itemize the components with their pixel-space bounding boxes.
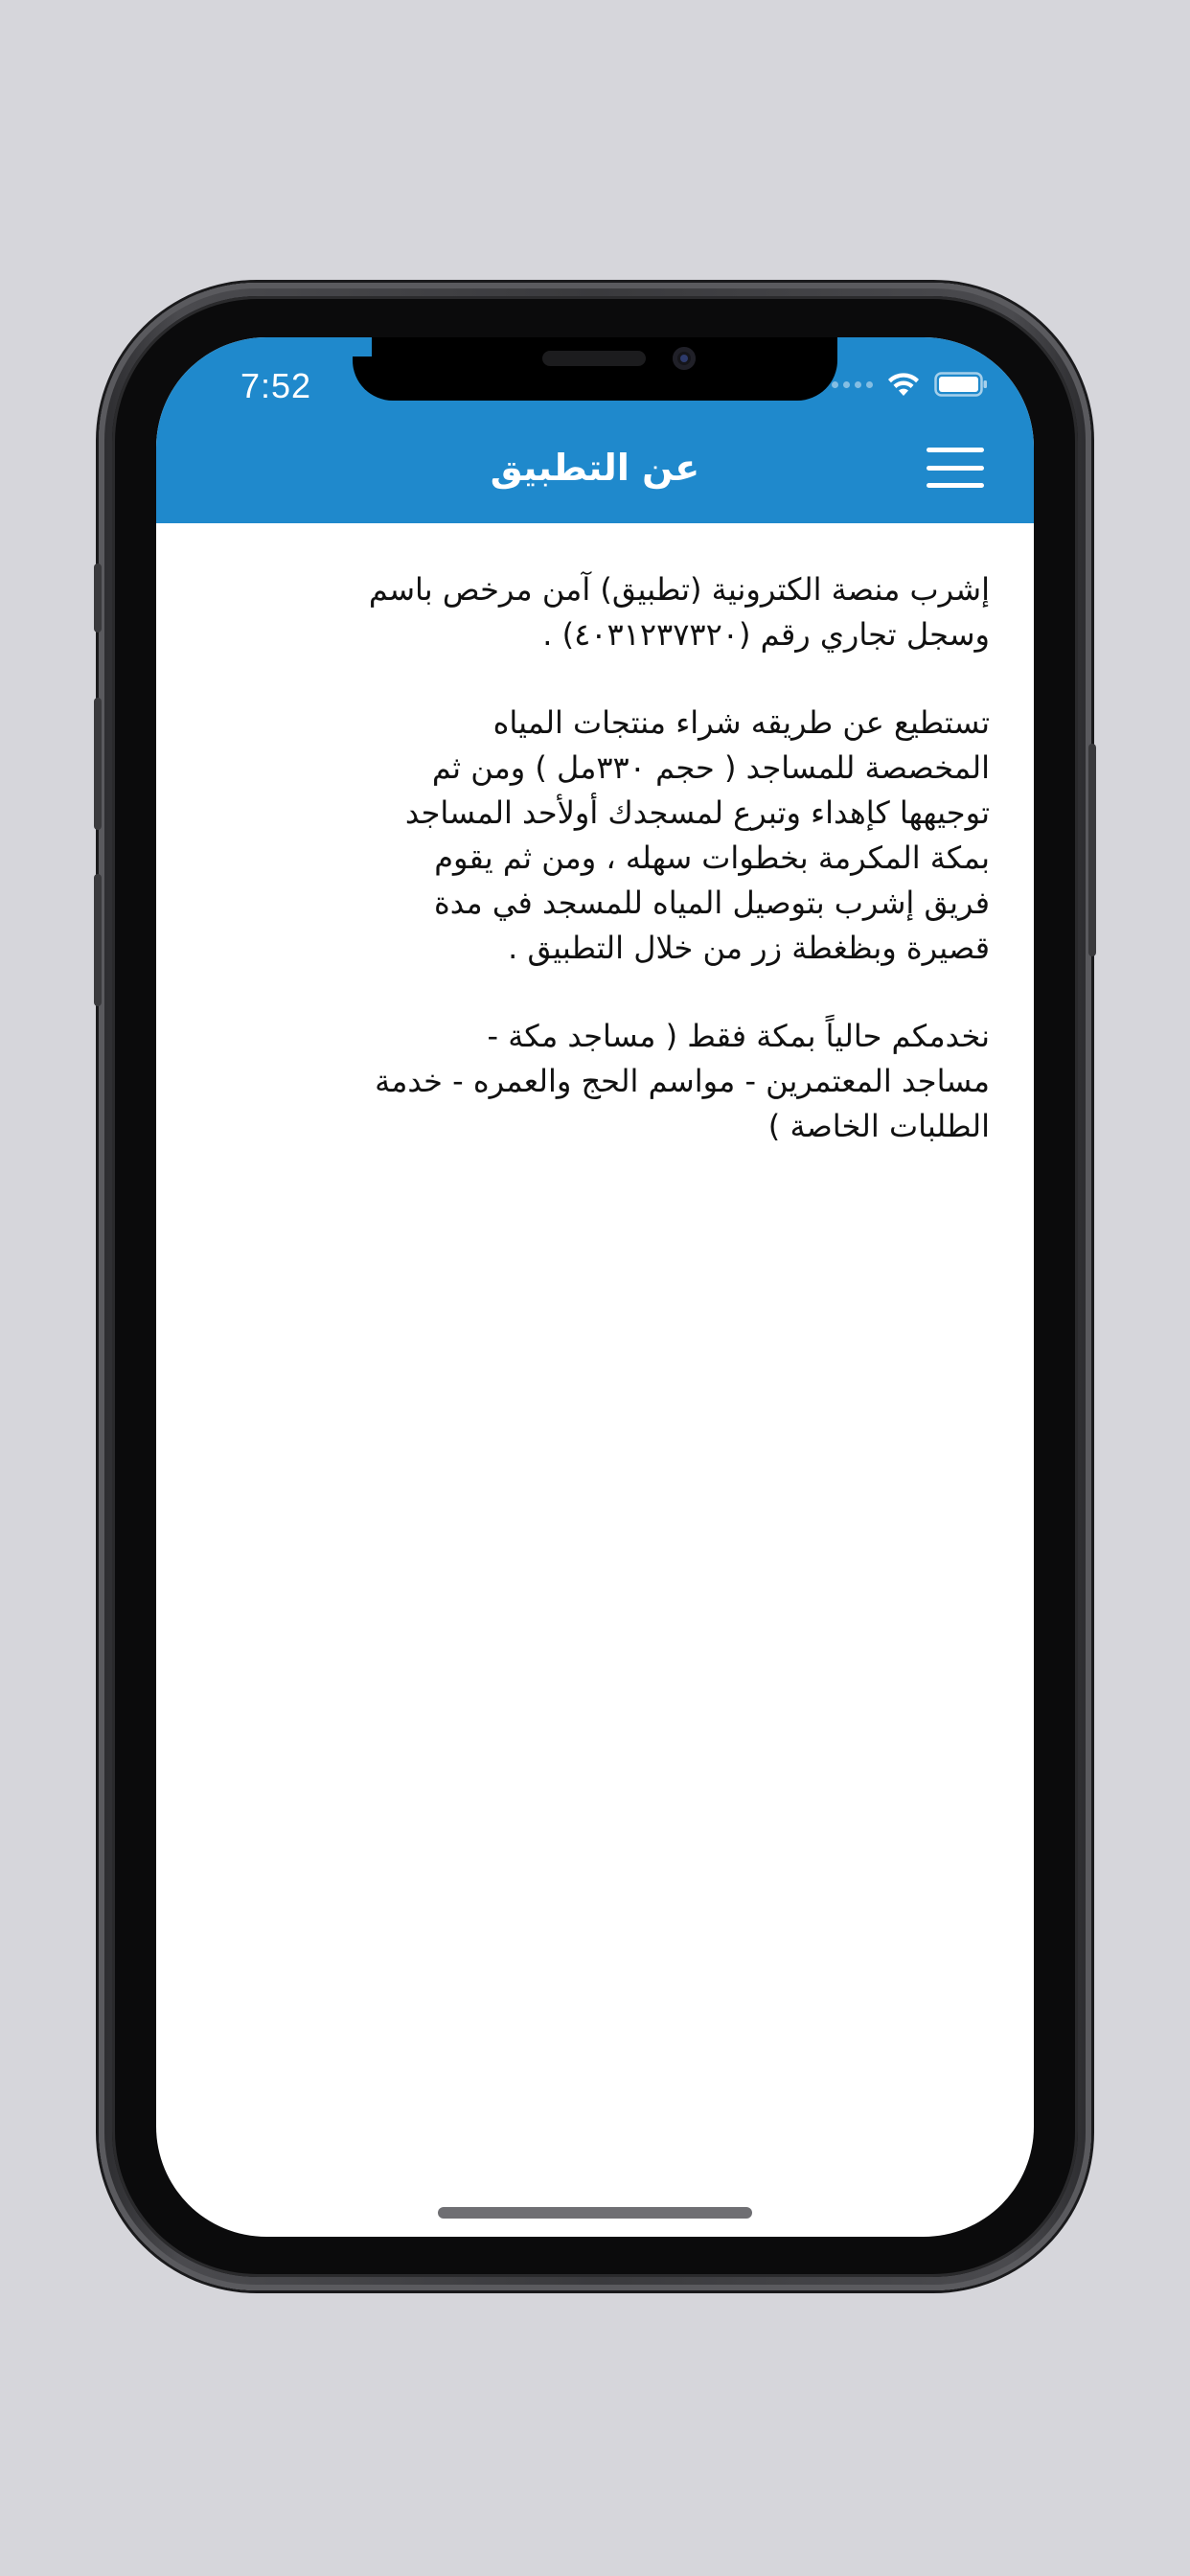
home-indicator[interactable] xyxy=(438,2207,752,2219)
app-header xyxy=(156,337,1034,523)
hamburger-menu-icon[interactable] xyxy=(927,445,984,491)
silent-switch xyxy=(94,564,102,632)
cellular-signal-icon xyxy=(832,381,873,388)
earpiece-speaker xyxy=(542,351,646,366)
battery-icon xyxy=(934,371,988,398)
status-icons xyxy=(832,370,988,399)
about-content xyxy=(212,567,990,1192)
about-paragraph-intro: إشرب منصة الكترونية (تطبيق) آمن مرخص باسم وسجل تجاري رقم (٤٠٣١٢٣٧٣٢٠) . xyxy=(368,571,990,653)
app-screen xyxy=(156,337,1034,2237)
volume-up-button xyxy=(94,698,102,830)
power-button xyxy=(1088,744,1096,956)
wifi-icon xyxy=(886,371,921,398)
front-camera xyxy=(673,347,696,370)
status-time: 7:52 xyxy=(240,366,312,405)
device-notch xyxy=(353,337,837,401)
volume-down-button xyxy=(94,874,102,1006)
about-paragraph-coverage: نخدمكم حالياً بمكة فقط ( مساجد مكة - مساجد المعتمرين - مواسم الحج والعمره - خدمة الطلبات الخاصة ) xyxy=(375,1018,990,1144)
page-title: عن التطبيق xyxy=(490,447,700,489)
about-paragraph-service: تستطيع عن طريقه شراء منتجات المياه المخصصة للمساجد ( حجم ٣٣٠مل ) ومن ثم توجيهها كإهداء وتبرع لمسجدك أولأحد المساجد بمكة المكرمة بخطوات سهله ، ومن ثم يقوم فريق إشرب بتوصيل المياه للمسجد في مدة قصيرة وبظغطة زر من خلال التطبيق . xyxy=(404,704,990,966)
